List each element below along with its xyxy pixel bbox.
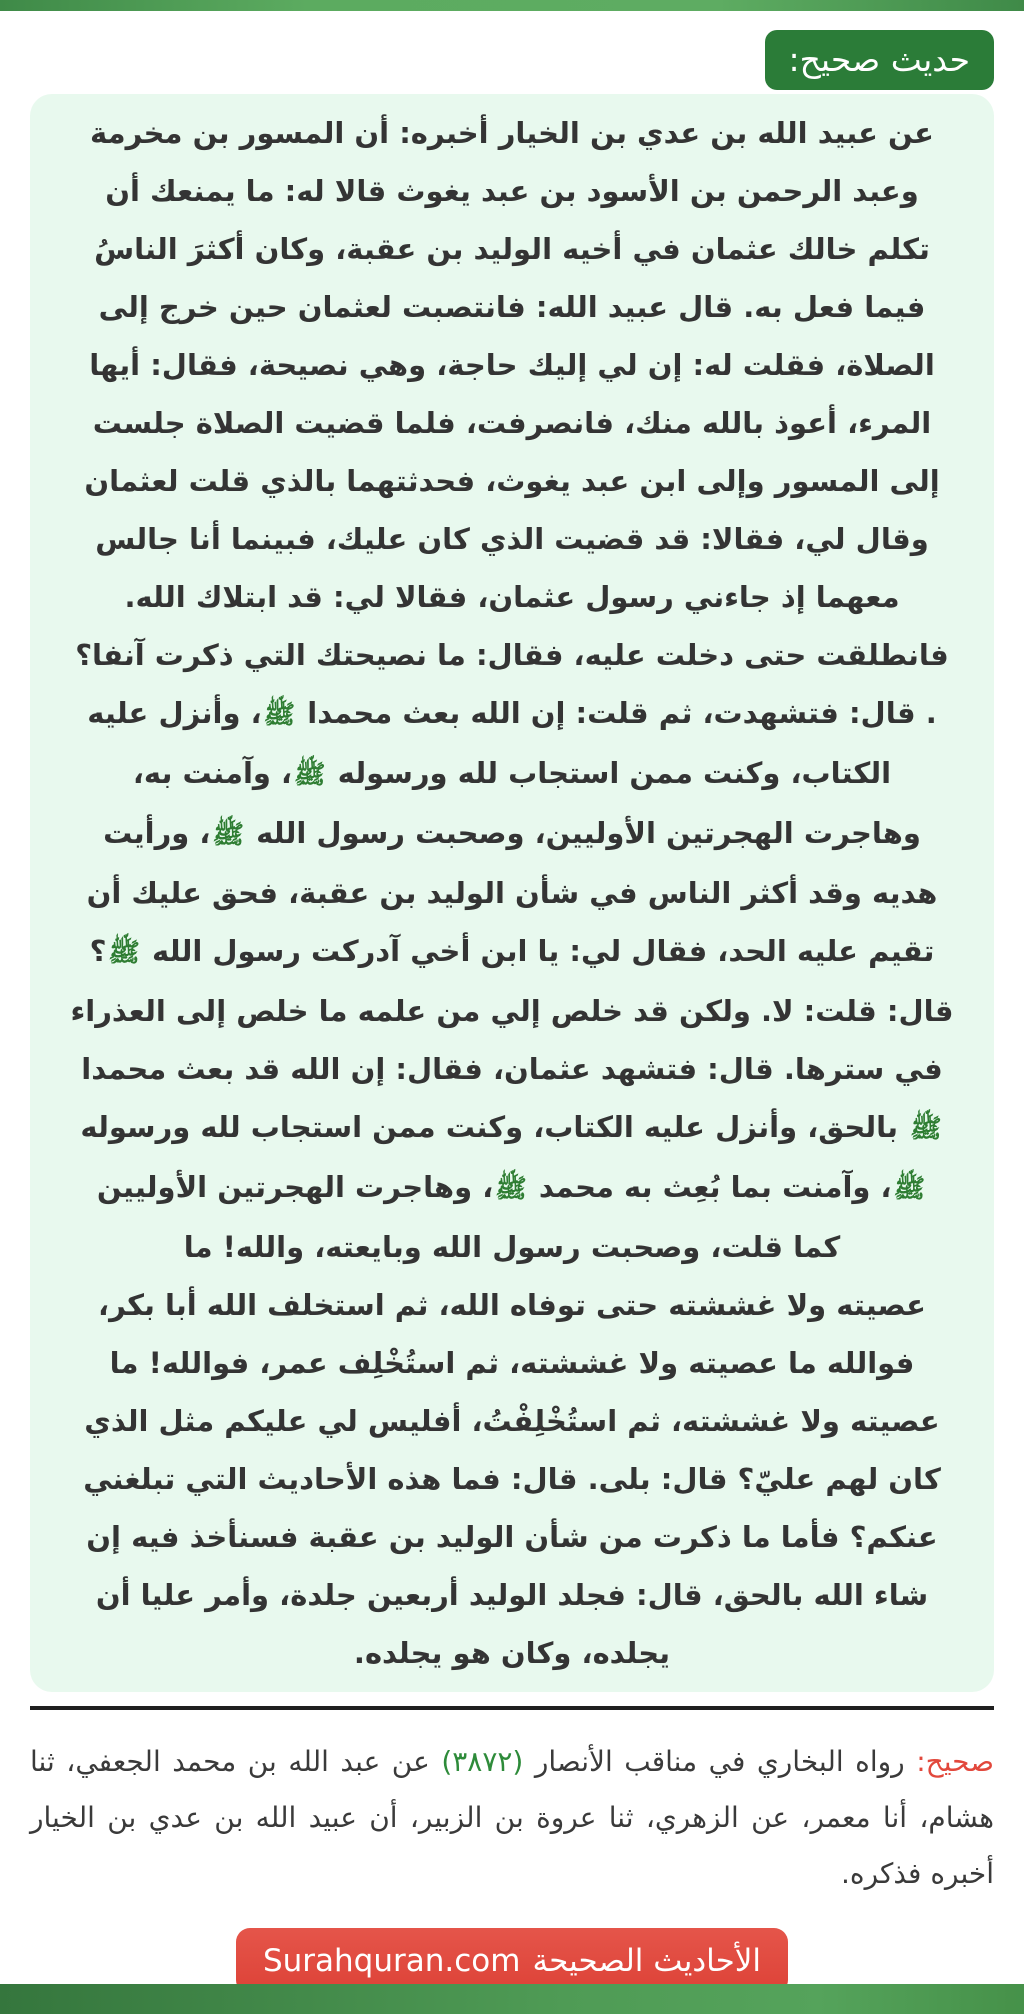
hadith-line: فانطلقت حتى دخلت عليه، فقال: ما نصيحتك التي ذكرت آنفا؟ bbox=[75, 638, 949, 672]
hadith-line: كان لهم عليّ؟ قال: بلى. قال: فما هذه الأحاديث التي تبلغني bbox=[83, 1462, 941, 1496]
takhreej-paragraph bbox=[30, 1734, 994, 1902]
site-domain: Surahquran.com bbox=[262, 1943, 521, 1979]
hadith-line: عصيته ولا غششته حتى توفاه الله، ثم استخلف الله أبا بكر، bbox=[98, 1288, 926, 1322]
hadith-status-badge bbox=[765, 30, 995, 90]
takhreej-text-before-ref: رواه البخاري في مناقب الأنصار bbox=[523, 1745, 917, 1778]
hadith-line: وهاجرت الهجرتين الأوليين، وصحبت رسول الله ﷺ، ورأيت bbox=[103, 816, 921, 850]
hadith-line: المرء، أعوذ بالله منك، فانصرفت، فلما قضيت الصلاة جلست bbox=[92, 406, 932, 440]
hadith-line: تقيم عليه الحد، فقال لي: يا ابن أخي آدركت رسول الله ﷺ؟ bbox=[89, 934, 935, 968]
hadith-line: في سترها. قال: فتشهد عثمان، فقال: إن الله قد بعث محمدا bbox=[81, 1052, 943, 1086]
hadith-line: وقال لي، فقالا: قد قضيت الذي كان عليك، فبينما أنا جالس bbox=[95, 522, 929, 556]
hadith-line: وعبد الرحمن بن الأسود بن عبد يغوث قالا له: ما يمنعك أن bbox=[105, 174, 919, 208]
saw-symbol: ﷺ bbox=[212, 820, 244, 850]
reference-number: (٣٨٧٢) bbox=[441, 1745, 524, 1778]
hadith-text-panel bbox=[30, 94, 994, 1692]
hadith-line: هديه وقد أكثر الناس في شأن الوليد بن عقبة، فحق عليك أن bbox=[86, 876, 938, 910]
hadith-line: فيما فعل به. قال عبيد الله: فانتصبت لعثمان حين خرج إلى bbox=[98, 290, 926, 324]
hadith-line: الصلاة، فقلت له: إن لي إليك حاجة، وهي نصيحة، فقال: أيها bbox=[89, 348, 935, 382]
hadith-line: . قال: فتشهدت، ثم قلت: إن الله بعث محمدا ﷺ، وأنزل عليه bbox=[87, 696, 937, 730]
saw-symbol: ﷺ bbox=[294, 760, 326, 790]
saw-symbol: ﷺ bbox=[910, 1114, 942, 1144]
section-divider bbox=[30, 1706, 994, 1710]
hadith-line: عن عبيد الله بن عدي بن الخيار أخبره: أن المسور بن مخرمة bbox=[90, 116, 934, 150]
grading-label: صحيح: bbox=[916, 1745, 994, 1778]
takhreej-text-after-ref: عن عبد الله بن محمد الجعفي، ثنا هشام، أنا معمر، عن الزهري، ثنا عروة بن الزبير، أن عبيد الله بن عدي بن الخيار أخبره فذكره. bbox=[30, 1745, 994, 1890]
saw-symbol: ﷺ bbox=[108, 938, 140, 968]
hadith-line: يجلده، وكان هو يجلده. bbox=[353, 1636, 671, 1670]
saw-symbol: ﷺ bbox=[893, 1174, 926, 1204]
hadith-line: ﷺ بالحق، وأنزل عليه الكتاب، وكنت ممن استجاب لله ورسوله bbox=[80, 1110, 942, 1144]
saw-symbol: ﷺ bbox=[263, 700, 296, 730]
hadith-line: معهما إذ جاءني رسول عثمان، فقالا لي: قد ابتلاك الله. bbox=[124, 580, 900, 614]
top-border-bar bbox=[0, 0, 1024, 11]
hadith-line: الكتاب، وكنت ممن استجاب لله ورسوله ﷺ، وآمنت به، bbox=[132, 756, 892, 790]
hadith-line: عنكم؟ فأما ما ذكرت من شأن الوليد بن عقبة فسنأخذ فيه إن bbox=[86, 1520, 938, 1554]
hadith-line: كما قلت، وصحبت رسول الله وبايعته، والله! ما bbox=[183, 1230, 841, 1264]
hadith-line: عصيته ولا غششته، ثم استُخْلِفْتُ، أفليس لي عليكم مثل الذي bbox=[84, 1404, 940, 1438]
hadith-line: تكلم خالك عثمان في أخيه الوليد بن عقبة، وكان أكثرَ الناسُ bbox=[94, 232, 930, 266]
site-name: الأحاديث الصحيحة bbox=[532, 1943, 762, 1979]
hadith-line: إلى المسور وإلى ابن عبد يغوث، فحدثتهما بالذي قلت لعثمان bbox=[84, 464, 940, 498]
saw-symbol: ﷺ bbox=[495, 1174, 527, 1204]
hadith-line: قال: قلت: لا. ولكن قد خلص إلي من علمه ما خلص إلى العذراء bbox=[70, 994, 954, 1028]
hadith-line: ﷺ، وآمنت بما بُعِث به محمد ﷺ، وهاجرت الهجرتين الأوليين bbox=[96, 1170, 926, 1204]
hadith-line: فوالله ما عصيته ولا غششته، ثم استُخْلِف عمر، فوالله! ما bbox=[109, 1346, 915, 1380]
hadith-line: شاء الله بالحق، قال: فجلد الوليد أربعين جلدة، وأمر عليا أن bbox=[95, 1578, 929, 1612]
badge-label: حديث صحيح: bbox=[788, 40, 970, 79]
bottom-border-bar bbox=[0, 1984, 1024, 2014]
